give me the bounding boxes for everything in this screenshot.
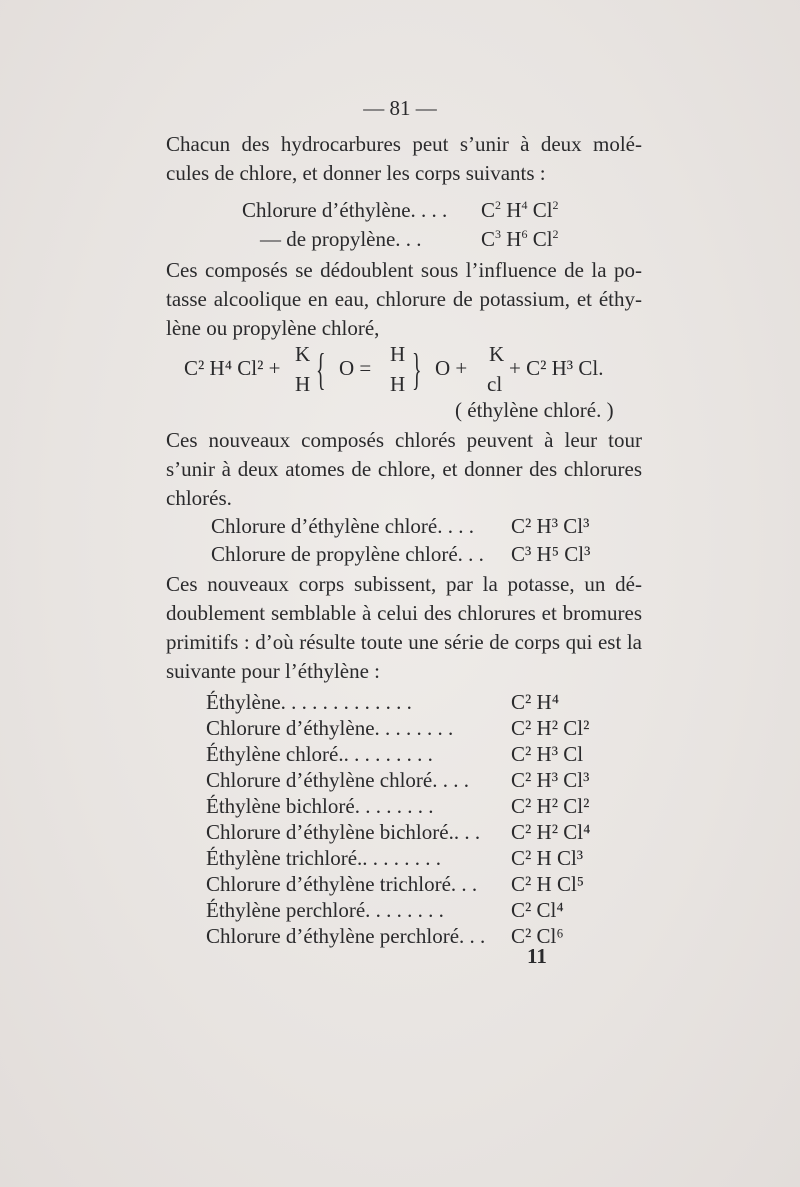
text-line: Ces composés se dédoublent sous l’influence de la po- bbox=[166, 258, 642, 282]
paragraph-4 bbox=[166, 570, 642, 686]
paragraph-3 bbox=[166, 426, 642, 513]
signature-mark: 11 bbox=[527, 944, 547, 968]
equation-h: H bbox=[390, 372, 406, 396]
equation-o: O = bbox=[339, 356, 372, 380]
right-brace-icon: } bbox=[412, 345, 422, 394]
text-line: s’unir à deux atomes de chlore, et donner des chlorures bbox=[166, 457, 642, 481]
compound-formula: C³ H⁵ Cl³ bbox=[511, 542, 591, 566]
text-line: tasse alcoolique en eau, chlorure de potassium, et éthy- bbox=[166, 287, 642, 311]
compound-name: Chlorure d’éthylène. . . . bbox=[242, 198, 448, 222]
equation-k: K bbox=[295, 342, 311, 366]
text-line: Ces nouveaux corps subissent, par la potasse, un dé- bbox=[166, 572, 642, 596]
equation-cl: cl bbox=[487, 372, 503, 396]
text-line: chlorés. bbox=[166, 486, 232, 510]
book-page: — 81 — Chacun des hydrocarbures peut s’unir à deux molé- cules de chlore, et donner les corps suivants : Chlorure d’éthylène. . . . $C^2$ $H^4$ Cl$^2$ — de propylène. . . $C^3$ $H^6$ Cl$^2$ Ces composés se dédoublent sous l’influence de la po- tasse alcoolique en eau, chlorure de potassium, et éthy- lène ou propylène chloré, C² H⁴ Cl² + K H { O = H H } O + K cl + C² H³ Cl. ( éthylène chloré. ) Ces nouveaux composés chlorés peuvent à leur tour s’unir à deux atomes de chlore, et donner des chlorures chlorés. Chlorure d’éthylène chloré. . . . C² H³ Cl³ Chlorure de propylène chloré. . . C³ H⁵ Cl³ Ces nouveaux corps subissent, par la potasse, un dé- doublement semblable à celui des chlorures et bromures primitifs : d’où résulte toute une série de corps qui est la suivante pour l’éthylène : Éthylène. . . . . . . . . . . . . C² H⁴ Chlorure d’éthylène. . . . . . . . C² H² Cl² Éthylène chloré.. . . . . . . . . C² H³ Cl Chlorure d’éthylène chloré. . . . C² H³ Cl³ Éthylène bichloré. . . . . . . . C² H² Cl² Chlorure d’éthylène bichloré.. . . C² H² Cl⁴ Éthylène trichloré.. . . . . . . . C² H Cl³ Chlorure d’éthylène trichloré. . . C² H Cl⁵ Éthylène perchloré. . . . . . . . C² Cl⁴ Chlorure d’éthylène perchloré. . . C² Cl⁶ 11 bbox=[0, 0, 800, 1187]
text-line: lène ou propylène chloré, bbox=[166, 316, 380, 340]
equation-rhs: + C² H³ Cl. bbox=[509, 356, 604, 380]
equation-k: K bbox=[489, 342, 505, 366]
equation-h: H bbox=[295, 372, 311, 396]
text-line: cules de chlore, et donner les corps suivants : bbox=[166, 161, 546, 185]
paragraph-2 bbox=[166, 256, 642, 343]
compound-formula: $C^2$ $H^4$ Cl$^2$ bbox=[481, 198, 559, 222]
text-line: Chacun des hydrocarbures peut s’unir à deux molé- bbox=[166, 132, 642, 156]
left-brace-icon: { bbox=[316, 345, 326, 394]
compound-formula: $C^3$ $H^6$ Cl$^2$ bbox=[481, 227, 559, 251]
compound-name: Chlorure de propylène chloré. . . bbox=[211, 542, 484, 566]
text-line: doublement semblable à celui des chlorures et bromures bbox=[166, 601, 642, 625]
text-line: Ces nouveaux composés chlorés peuvent à leur tour bbox=[166, 428, 642, 452]
text-line: suivante pour l’éthylène : bbox=[166, 659, 381, 683]
equation-note: ( éthylène chloré. ) bbox=[455, 398, 614, 422]
compound-name: Chlorure d’éthylène chloré. . . . bbox=[211, 514, 474, 538]
compound-name: — de propylène. . . bbox=[260, 227, 422, 251]
paragraph-1 bbox=[166, 130, 642, 188]
text-line: primitifs : d’où résulte toute une série de corps qui est la bbox=[166, 630, 642, 654]
compound-formula: C² H³ Cl³ bbox=[511, 514, 590, 538]
chemical-equation bbox=[184, 340, 644, 400]
equation-o: O + bbox=[435, 356, 468, 380]
page-number: — 81 — bbox=[363, 96, 437, 120]
equation-h: H bbox=[390, 342, 406, 366]
equation-lhs: C² H⁴ Cl² + bbox=[184, 356, 281, 380]
